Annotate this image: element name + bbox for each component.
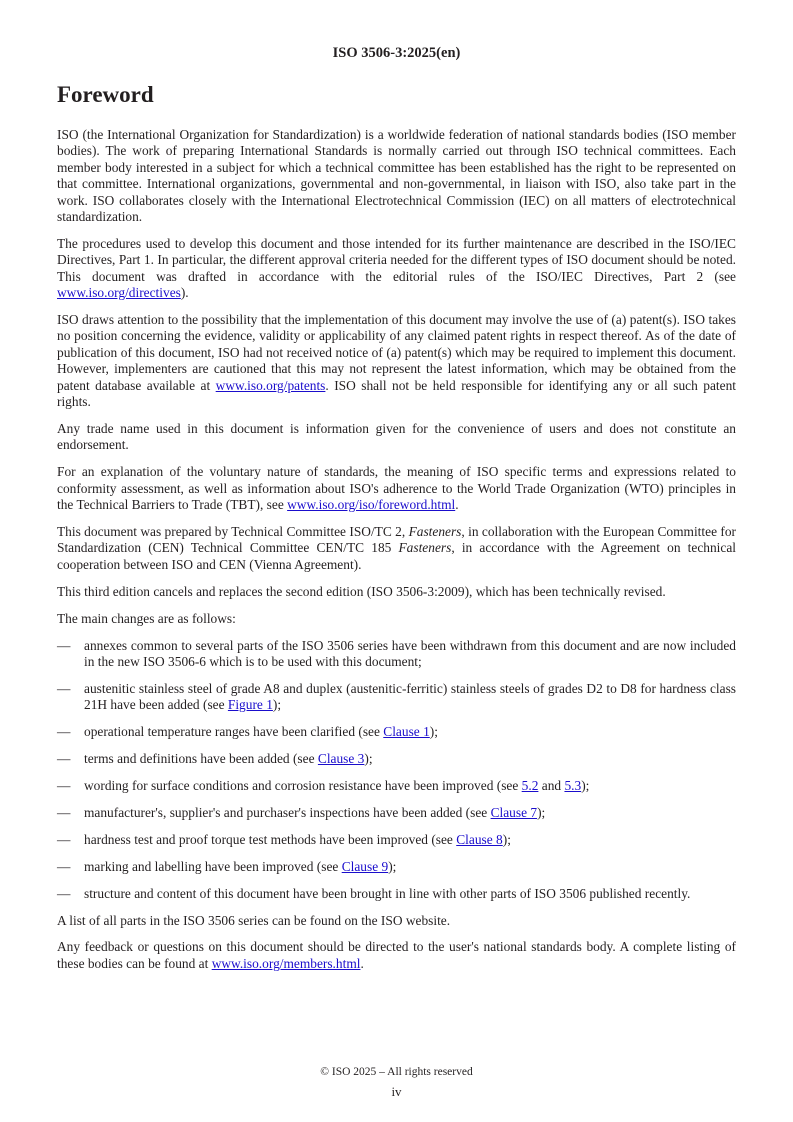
- paragraph-voluntary: [57, 464, 736, 513]
- link-5-3[interactable]: 5.3: [564, 778, 582, 793]
- link-clause-3[interactable]: Clause 3: [317, 751, 365, 767]
- paragraph-iso-intro: ISO (the International Organization for Standardization) is a worldwide federation of national standards bodies (ISO member bodies). The work of preparing International Standards is normally carried out through ISO technical committees. Each member body interested in a subject for which a technical committee has been established has the right to be represented on that committee. International organizations, governmental and non-governmental, in liaison with ISO, also take part in the work. ISO collaborates closely with the International Electrotechnical Commission (IEC) on all matters of electrotechnical standardization.: [57, 127, 736, 225]
- text: , in accordance with the Agreement on technical cooperation between ISO and CEN (Vienna Agreement).: [57, 540, 737, 572]
- text: );: [581, 778, 590, 793]
- foreword-body: [57, 127, 736, 983]
- link-clause-1[interactable]: Clause 1: [383, 724, 430, 740]
- dash: —: [57, 637, 71, 653]
- committee-title: Fasteners: [408, 524, 462, 540]
- paragraph-prepared-by: [57, 524, 736, 573]
- page-title: Foreword: [57, 82, 154, 107]
- dash: —: [57, 858, 71, 874]
- link-5-2[interactable]: 5.2: [521, 778, 539, 793]
- text: The procedures used to develop this document and those intended for its further maintenance are described in the ISO/IEC Directives, Part 1. In particular, the different approval criteria needed for the different types of ISO document should be noted. This document was drafted in accordance with the editorial rules of the ISO/IEC Directives, Part 2 (see: [57, 235, 736, 284]
- list-item: [57, 778, 736, 794]
- paragraph-trade-name: Any trade name used in this document is information given for the convenience of users and does not constitute an endorsement.: [57, 421, 736, 453]
- dash: —: [57, 804, 71, 820]
- list-item: [57, 886, 736, 902]
- link-patents[interactable]: www.iso.org/patents: [215, 377, 326, 393]
- text: );: [364, 751, 373, 767]
- committee-title: Fasteners: [398, 540, 452, 556]
- page-number: iv: [391, 1084, 402, 1099]
- text: marking and labelling have been improved (see: [84, 858, 342, 874]
- text: annexes common to several parts of the ISO 3506 series have been withdrawn from this document and are now included in the new ISO 3506-6 which is to be used with this document;: [84, 637, 736, 669]
- list-item: [57, 724, 736, 740]
- text: );: [388, 858, 397, 874]
- text: );: [429, 724, 438, 740]
- text: .: [455, 497, 459, 513]
- paragraph-procedures: [57, 236, 736, 302]
- text: For an explanation of the voluntary nature of standards, the meaning of ISO specific terms and expressions related to conformity assessment, as well as information about ISO's adherence to the World Trade Organization (WTO) principles in the Technical Barriers to Trade (TBT), see: [57, 464, 736, 513]
- paragraph-main-changes: The main changes are as follows:: [57, 610, 236, 626]
- link-clause-7[interactable]: Clause 7: [490, 804, 538, 820]
- text: austenitic stainless steel of grade A8 and duplex (austenitic-ferritic) stainless steels of grades D2 to D8 for hardness class 21H have been added (see: [84, 680, 736, 713]
- copyright: © ISO 2025 – All rights reserved: [320, 1066, 473, 1078]
- text: ISO draws attention to the possibility that the implementation of this document may involve the use of (a) patent(s). ISO takes no position concerning the evidence, validity or applicability of any claimed patent rights in respect thereof. As of the date of publication of this document, ISO had not received notice of (a) patent(s) which may be required to implement this document. However, implementers are cautioned that this may not represent the latest information, which may be obtained from the patent database available at: [57, 312, 736, 393]
- list-item: [57, 638, 736, 671]
- text: , in collaboration with the European Committee for Standardization (CEN) Technical Committee CEN/TC 185: [57, 524, 736, 556]
- text: hardness test and proof torque test methods have been improved (see: [84, 831, 457, 847]
- dash: —: [57, 885, 71, 901]
- text: );: [502, 831, 511, 847]
- link-clause-9[interactable]: Clause 9: [341, 858, 389, 874]
- paragraph-feedback: [57, 939, 736, 972]
- list-item: [57, 805, 736, 821]
- text: and: [538, 778, 565, 793]
- paragraph-edition: This third edition cancels and replaces the second edition (ISO 3506-3:2009), which has been technically revised.: [57, 583, 666, 599]
- changes-list: [57, 638, 736, 902]
- text: terms and definitions have been added (see: [84, 751, 318, 767]
- list-item: [57, 751, 736, 767]
- dash: —: [57, 778, 71, 793]
- link-clause-8[interactable]: Clause 8: [456, 831, 503, 847]
- dash: —: [57, 831, 71, 847]
- text: .: [360, 955, 364, 971]
- document-header: ISO 3506-3:2025(en): [332, 45, 461, 61]
- link-figure-1[interactable]: Figure 1: [227, 697, 273, 713]
- text: wording for surface conditions and corrosion resistance have been improved (see: [84, 778, 522, 793]
- list-item: [57, 832, 736, 848]
- paragraph-parts-list: A list of all parts in the ISO 3506 series can be found on the ISO website.: [57, 912, 451, 928]
- text: . ISO shall not be held responsible for identifying any or all such patent rights.: [57, 377, 736, 410]
- link-members[interactable]: www.iso.org/members.html: [211, 955, 361, 971]
- text: manufacturer's, supplier's and purchaser's inspections have been added (see: [84, 804, 491, 820]
- link-foreword[interactable]: www.iso.org/iso/foreword.html: [287, 497, 456, 513]
- link-directives[interactable]: www.iso.org/directives: [57, 285, 181, 301]
- text: );: [272, 697, 282, 713]
- dash: —: [57, 751, 71, 767]
- text: operational temperature ranges have been clarified (see: [84, 724, 384, 740]
- paragraph-patents: [57, 312, 736, 410]
- list-item: [57, 859, 736, 875]
- dash: —: [57, 724, 71, 740]
- text: );: [537, 804, 546, 820]
- text: This document was prepared by Technical Committee ISO/TC 2,: [57, 524, 409, 540]
- text: ).: [180, 285, 189, 301]
- list-item: [57, 681, 736, 714]
- dash: —: [57, 680, 71, 696]
- text: structure and content of this document have been brought in line with other parts of ISO 3506 published recently.: [84, 885, 691, 901]
- text: Any feedback or questions on this document should be directed to the user's national standards body. A complete listing of these bodies can be found at: [57, 939, 736, 971]
